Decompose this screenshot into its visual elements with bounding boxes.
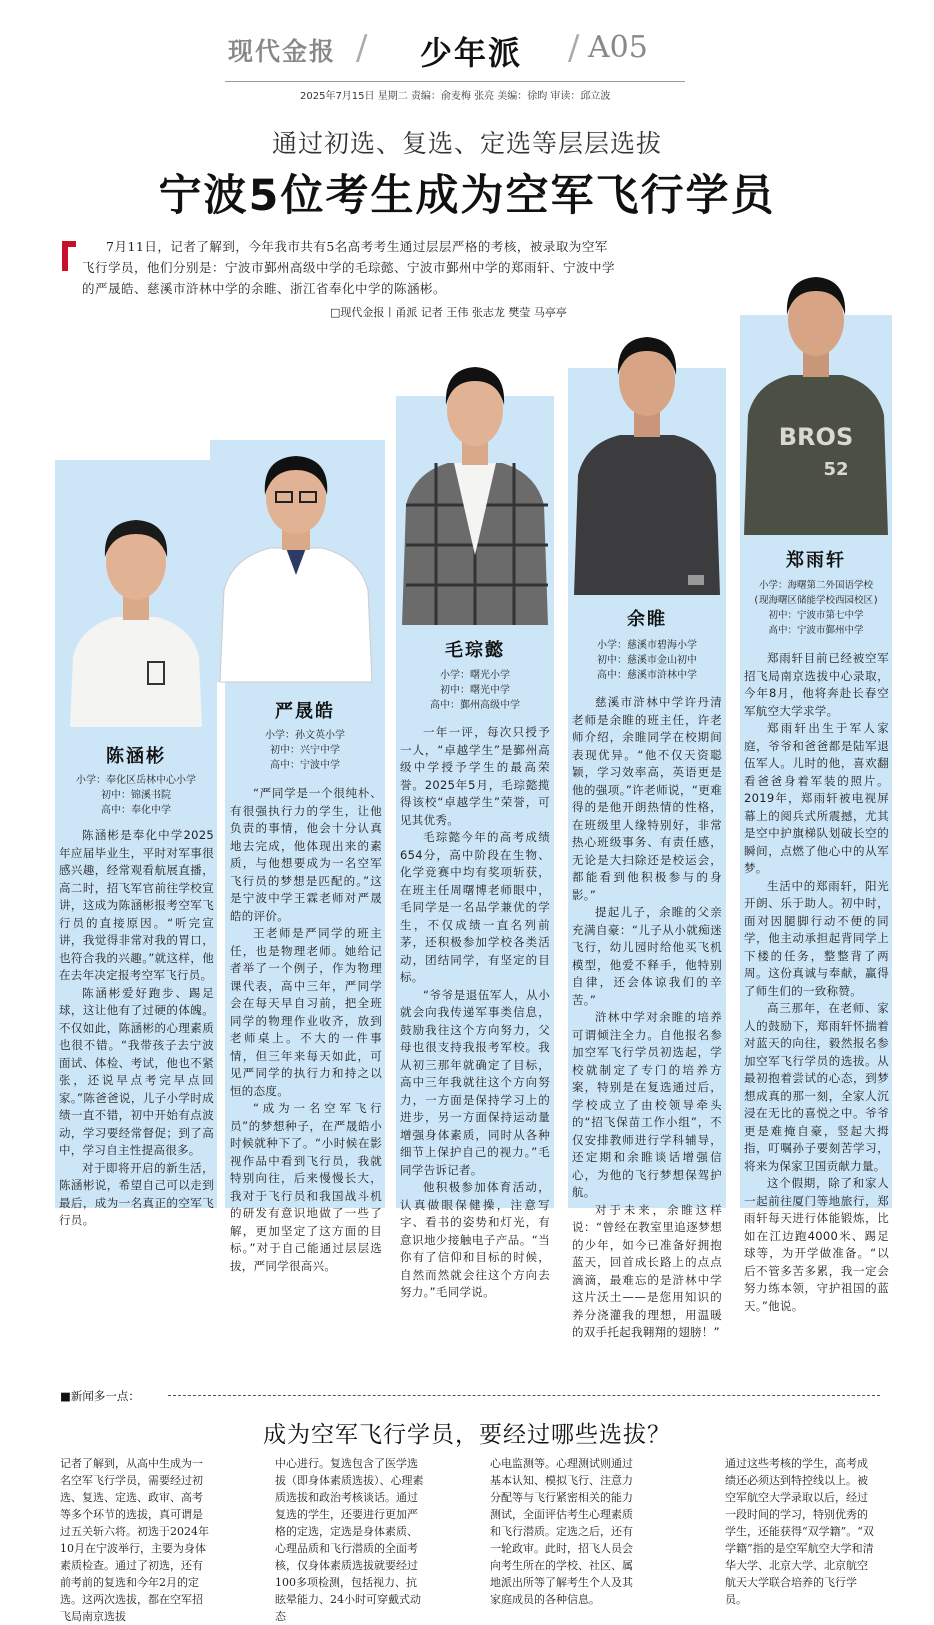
school-line: 小学：慈溪市碧海小学 xyxy=(597,640,697,651)
student-photo xyxy=(396,355,554,625)
student-story xyxy=(572,694,722,1339)
student-schools xyxy=(396,668,554,713)
school-line: 初中：宁波市第七中学 xyxy=(768,610,864,621)
story-paragraph: 生活中的郑雨轩，阳光开朗、乐于助人。初中时，面对因腿脚行动不便的同学，他主动承担起背同学上下楼的任务，整整背了两周。这份真诚与奉献，赢得了师生们的一致称赞。 xyxy=(744,878,889,998)
school-line: 高中：奉化中学 xyxy=(101,805,171,816)
student-photo xyxy=(568,325,726,595)
story-paragraph: 对于未来，余睢这样说：“曾经在教室里追逐梦想的少年，如今已准备好拥抱蓝天，回首成长路上的点点滴滴，最难忘的是浒林中学这片沃土——是您用知识的养分浇灌我的理想，用温暖的双手托起我翱翔的翅膀！” xyxy=(572,1202,722,1339)
masthead xyxy=(0,22,934,80)
student-name: 余睢 xyxy=(627,609,667,630)
story-paragraph: 他积极参加体育活动，认真做眼保健操，注意写字、看书的姿势和灯光，有意识地少接触电子产品。“当你有了信仰和目标的时候，自然而然就会往这个方向去努力。”毛同学说。 xyxy=(400,1180,550,1299)
student-photo xyxy=(55,462,217,727)
story-paragraph: “爷爷是退伍军人，从小就会向我传递军事类信息，鼓励我往这个方向努力，父母也很支持我报考军校。我从初三那年就确定了目标，高中三年我就往这个方向努力，一方面是保持学习上的进步，另一方面保持运动量增强身体素质，同时从各种细节上保护自己的视力。”毛同学告诉记者。 xyxy=(400,987,550,1177)
story-paragraph: 陈涵彬是奉化中学2025年应届毕业生，平时对军事很感兴趣，经常观看航展直播，高二时，招飞军官前往学校宣讲，这成为陈涵彬报考空军飞行员的直接原因。“听完宣讲，我觉得非常对我的胃口，也符合我的兴趣。”就这样，他在去年决定报考空军飞行员。 xyxy=(59,828,214,982)
school-line: 初中：曙光中学 xyxy=(440,685,510,696)
student-photo xyxy=(740,265,892,535)
student-schools xyxy=(740,578,892,638)
school-line: 高中：鄞州高级中学 xyxy=(430,700,520,711)
sidebar-title: 成为空军飞行学员，要经过哪些选拔？ xyxy=(263,1422,671,1448)
school-line: 小学：奉化区岳林中心小学 xyxy=(76,775,196,786)
sidebar-body xyxy=(60,1455,880,1623)
news-more-label: ■新闻多一点： xyxy=(60,1389,140,1403)
story-paragraph: 慈溪市浒林中学许丹清老师是余睢的班主任，许老师介绍，余睢同学在校期间表现优异。“他不仅天资聪颖，学习效率高，英语更是他的强项。”许老师说，“更难得的是他开朗热情的性格，在班级里人缘特别好，非常热心班级事务、有责任感，无论是大扫除还是校运会，都能看到他积极参与的身影。” xyxy=(572,695,722,902)
student-name: 郑雨轩 xyxy=(786,550,846,571)
svg-text:BROS: BROS xyxy=(778,423,854,451)
school-line: 高中：慈溪市浒林中学 xyxy=(597,670,697,681)
story-paragraph: 浒林中学对余睢的培养可谓倾注全力。自他报名参加空军飞行学员初选起，学校就制定了专门的培养方案，特别是在复选通过后，学校成立了由校领导牵头的“招飞保苗工作小组”，不仅安排教师进行学科辅导，还定期和余睢谈话增强信心，为他的飞行梦想保驾护航。 xyxy=(572,1010,722,1199)
school-line: 初中：锦溪书院 xyxy=(101,790,171,801)
student-schools xyxy=(225,728,385,773)
sidebar-column: 心电监测等。心理测试则通过基本认知、模拟飞行、注意力分配等与飞行紧密相关的能力测试，全面评估考生心理素质和飞行潜质。定选之后，还有一轮政审。此时，招飞人员会向考生所在的学校、社区、属地派出所等了解考生个人及其家庭成员的各种信息。 xyxy=(490,1457,633,1606)
header-rule xyxy=(225,81,685,82)
story-paragraph: 对于即将开启的新生活，陈涵彬说，希望自己可以走到最后，成为一名真正的空军飞行员。 xyxy=(59,1160,214,1227)
school-line: 高中：宁波市鄞州中学 xyxy=(768,625,864,636)
story-paragraph: 郑雨轩出生于军人家庭，爷爷和爸爸都是陆军退伍军人。儿时的他，喜欢翻看爸爸身着军装的照片。2019年，郑雨轩被电视屏幕上的阅兵式所震撼，尤其是空中护旗梯队划破长空的瞬间，点燃了他心中的从军梦。 xyxy=(744,721,889,875)
page-number: A05 xyxy=(588,30,648,65)
school-line: 小学：孙文英小学 xyxy=(265,730,345,741)
sidebar-column: 记者了解到，从高中生成为一名空军飞行学员，需要经过初选、复选、定选、政审、高考等多个环节的选拔，真可谓是过五关斩六将。初选于2024年10月在宁波举行，主要为身体素质检查。通过了初选，还有前考前的复选和今年2月的定选。这两次选拔，都在空军招飞局南京选拔 xyxy=(60,1457,209,1623)
divider-slash: / xyxy=(356,28,368,68)
story-paragraph: “成为一名空军飞行员”的梦想种子，在严晟皓小时候就种下了。“小时候在影视作品中看到飞行员，我就特别向往，后来慢慢长大，我对于飞行员和我国战斗机的研发有意识地做了一些了解，更加坚定了这方面的目标。”对于自己能通过层层选拔，严同学很高兴。 xyxy=(230,1101,382,1273)
student-story xyxy=(59,827,214,1247)
story-paragraph: 高三那年，在老师、家人的鼓励下，郑雨轩怀揣着对蓝天的向往，毅然报名参加空军飞行学员的选拔。从最初抱着尝试的心态，到梦想成真的那一刻，全家人沉浸在无比的喜悦之中。爷爷更是难掩自豪，竖起大拇指，叮嘱孙子要刻苦学习，将来为保家卫国贡献力量。 xyxy=(744,1001,889,1173)
sidebar-column: 通过这些考核的学生，高考成绩还必须达到特控线以上。被空军航空大学录取以后，经过一段时间的学习，特别优秀的学生，还能获得“双学籍”。“双学籍”指的是空军航空大学和清华大学、北京大学、北京航空航天大学联合培养的飞行学员。 xyxy=(725,1457,874,1606)
lead-paragraph: 7月11日，记者了解到，今年我市共有5名高考考生通过层层严格的考核，被录取为空军飞行学员，他们分别是：宁波市鄞州高级中学的毛琮懿、宁波市鄞州中学的郑雨轩、宁波中学的严晟皓、慈溪市浒林中学的余睢、浙江省奉化中学的陈涵彬。 xyxy=(82,239,616,296)
headline: 宁波5位考生成为空军飞行学员 xyxy=(158,171,776,221)
story-paragraph: “严同学是一个很纯朴、有很强执行力的学生，让他负责的事情，他会十分认真地去完成，他体现出来的素质，与他想要成为一名空军飞行员的梦想是匹配的。”这是宁波中学王霖老师对严晟皓的评价。 xyxy=(230,786,382,923)
divider-slash: / xyxy=(568,28,580,68)
student-photo xyxy=(210,440,382,682)
story-paragraph: 提起儿子，余睢的父亲充满自豪：“儿子从小就痴迷飞行，幼儿园时给他买飞机模型，他爱不释手，他特别自律，还会体谅我们的辛苦。” xyxy=(572,905,722,1007)
school-line: 初中：兴宁中学 xyxy=(270,745,340,756)
school-line: 初中：慈溪市金山初中 xyxy=(597,655,697,666)
story-paragraph: 这个假期，除了和家人一起前往厦门等地旅行，郑雨轩每天进行体能锻炼，比如在江边跑4000米、踢足球等，为开学做准备。“以后不管多苦多累，我一定会努力练本领，守护祖国的蓝天。”他说。 xyxy=(744,1176,889,1313)
paper-name: 现代金报 xyxy=(228,37,337,66)
svg-text:52: 52 xyxy=(823,459,849,480)
school-line: 小学：海曙第二外国语学校 xyxy=(758,580,873,591)
story-paragraph: 毛琮懿今年的高考成绩654分，高中阶段在生物、化学竞赛中均有奖项斩获，在班主任周曙博老师眼中，毛同学是一名品学兼优的学生，不仅成绩一直名列前茅，还积极参加学校各类活动，团结同学，有坚定的目标。 xyxy=(400,830,550,984)
school-line: 小学：曙光小学 xyxy=(440,670,510,681)
kicker: 通过初选、复选、定选等层层选拔 xyxy=(271,129,662,158)
issue-meta: 2025年7月15日 星期二 责编：俞麦梅 张亮 美编：徐昀 审读：邱立波 xyxy=(300,91,611,102)
student-schools xyxy=(568,638,726,683)
student-story xyxy=(400,724,550,1299)
school-line: 高中：宁波中学 xyxy=(270,760,340,771)
lead-marker xyxy=(62,241,76,271)
student-story xyxy=(230,785,382,1273)
byline: □现代金报丨甬派 记者 王伟 张志龙 樊莹 马亭亭 xyxy=(330,306,567,319)
student-schools xyxy=(55,773,217,818)
student-name: 陈涵彬 xyxy=(106,746,166,767)
student-story xyxy=(744,650,889,1313)
story-paragraph: 陈涵彬爱好跑步、踢足球，这让他有了过硬的体魄。不仅如此，陈涵彬的心理素质也很不错。“我带孩子去宁波面试、体检、考试，他也不紧张，还说早点考完早点回家。”陈爸爸说，儿子小学时成绩一直不错，初中开始有点波动，学习要经常督促；到了高中，学习自主性提高很多。 xyxy=(59,985,214,1157)
student-name: 严晟皓 xyxy=(275,701,335,722)
section-name: 少年派 xyxy=(420,34,523,72)
school-line: (现海曙区储能学校西园校区) xyxy=(753,595,879,606)
dashed-divider xyxy=(168,1395,880,1396)
story-paragraph: 一年一评，每次只授予一人，“卓越学生”是鄞州高级中学授予学生的最高荣誉。2025年5月，毛琮懿揽得该校“卓越学生”荣誉，可见其优秀。 xyxy=(400,725,550,827)
student-name: 毛琮懿 xyxy=(445,640,505,661)
story-paragraph: 王老师是严同学的班主任，也是物理老师。她给记者举了一个例子，作为物理课代表，高中三年，严同学会在每天早自习前，把全班同学的物理作业收齐，放到老师桌上。不大的一件事情，但三年来每天如此，可见严同学的执行力和持之以恒的态度。 xyxy=(230,926,382,1098)
story-paragraph: 郑雨轩目前已经被空军招飞局南京选拔中心录取，今年8月，他将奔赴长春空军航空大学求学。 xyxy=(744,651,889,718)
sidebar-column: 中心进行。复选包含了医学选拔（即身体素质选拔）、心理素质选拔和政治考核谈话。通过复选的学生，还要进行更加严格的定选，定选是身体素质、心理品质和飞行潜质的全面考核，仅身体素质选拔就要经过100多项检测，包括视力、抗眩晕能力、24小时可穿戴式动态 xyxy=(275,1457,424,1623)
